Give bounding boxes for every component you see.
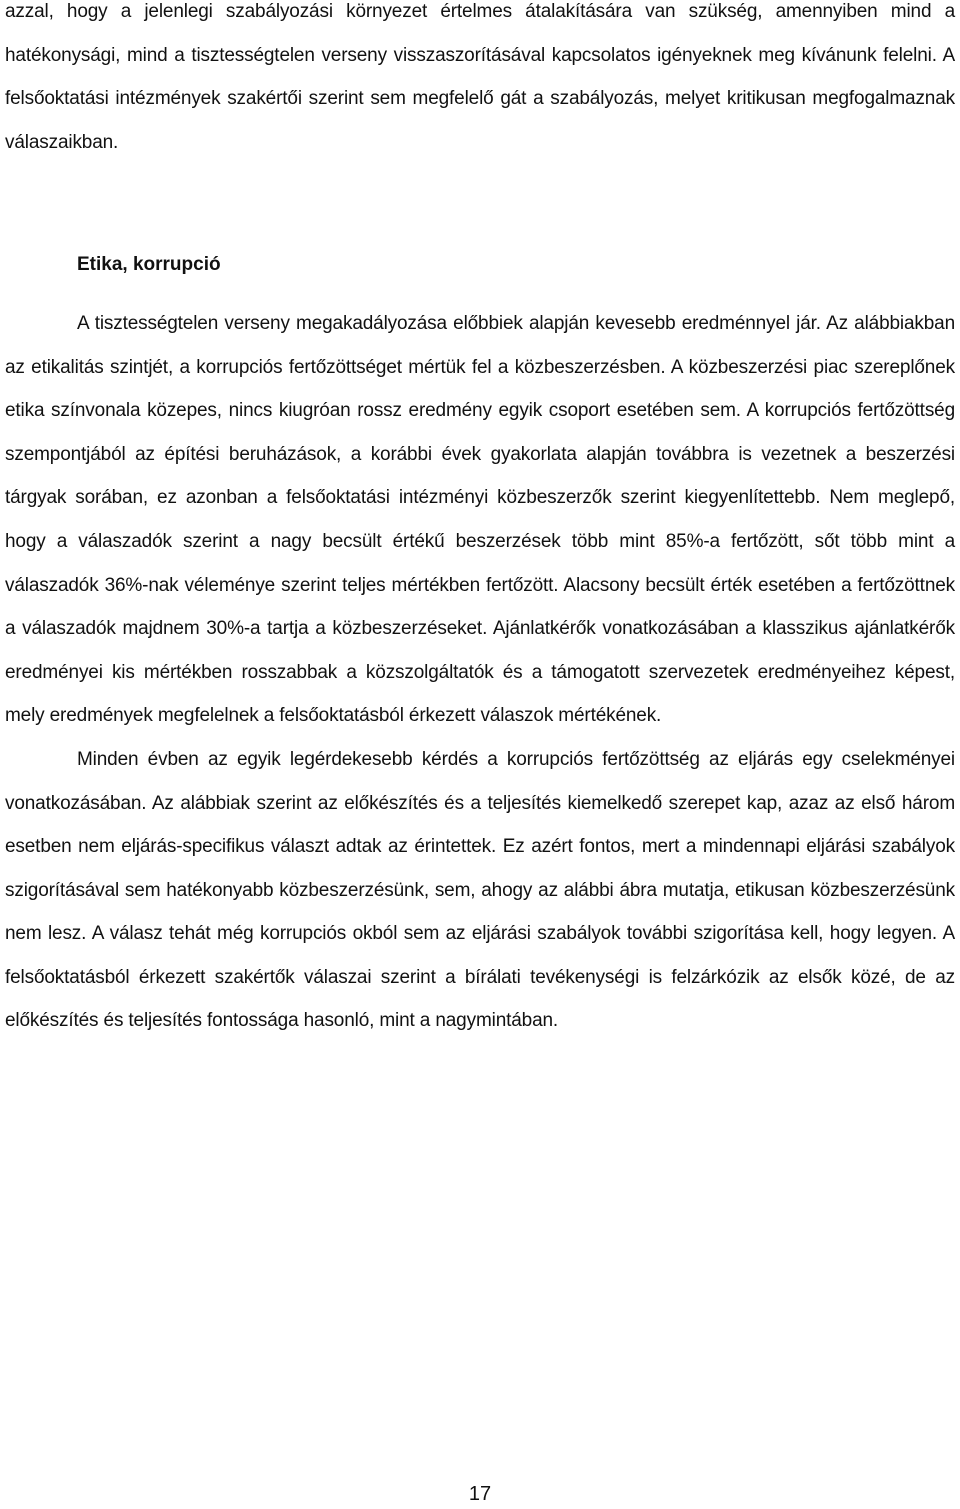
paragraph-procedure-phases: Minden évben az egyik legérdekesebb kérdés a korrupciós fertőzöttség az eljárás egy cselekményei vonatkozásában. Az alábbiak szerint az előkészítés és a teljesítés kiemelkedő szerepet kap, azaz az első három esetben nem eljárás-specifikus választ adtak az érintettek. Ez azért fontos, mert a mindennapi eljárási szabályok szigorításával sem hatékonyabb közbeszerzésünk, sem, ahogy az alábbi ábra mutatja, etikusan közbeszerzésünk nem lesz. A válasz tehát még korrupciós okból sem az eljárási szabályok további szigorítása kell, hogy legyen. A felsőoktatásból érkezett szakértők válaszai szerint a bírálati tevékenységi is felzárkózik az elsők közé, de az előkészítés és teljesítés fontossága hasonló, mint a nagymintában. bbox=[5, 748, 955, 1032]
heading-spacer bbox=[5, 287, 955, 302]
paragraph-continuation: azzal, hogy a jelenlegi szabályozási környezet értelmes átalakítására van szükség, amennyiben mind a hatékonysági, mind a tisztességtelen verseny visszaszorításával kapcsolatos igényeknek meg kívánunk felelni. A felsőoktatási intézmények szakértői szerint sem megfelelő gát a szabályozás, melyet kritikusan megfogalmaznak válaszaikban. bbox=[5, 1, 955, 153]
section-spacer bbox=[5, 164, 955, 243]
document-page bbox=[5, 0, 955, 1043]
paragraph-ethics-corruption: A tisztességtelen verseny megakadályozása előbbiek alapján kevesebb eredménnyel jár. Az alábbiakban az etikalitás szintjét, a korrupciós fertőzöttséget mértük fel a közbeszerzésben. A közbeszerzési piac szereplőnek etika színvonala közepes, nincs kiugróan rossz eredmény egyik csoport esetében sem. A korrupciós fertőzöttség szempontjából az építési beruházások, a korábbi évek gyakorlata alapján továbbra is vezetnek a beszerzési tárgyak sorában, ez azonban a felsőoktatási intézményi közbeszerzők szerint kiegyenlítettebb. Nem meglepő, hogy a válaszadók szerint a nagy becsült értékű beszerzések több mint 85%-a fertőzött, sőt több mint a válaszadók 36%-nak véleménye szerint teljes mértékben fertőzött. Alacsony becsült érték esetében a fertőzöttnek a válaszadók majdnem 30%-a tartja a közbeszerzéseket. Ajánlatkérők vonatkozásában a klasszikus ajánlatkérők eredményei kis mértékben rosszabbak a közszolgáltatók és a támogatott szervezetek eredményeihez képest, mely eredmények megfelelnek a felsőoktatásból érkezett válaszok mértékének. bbox=[5, 312, 955, 727]
section-heading: Etika, korrupció bbox=[77, 254, 221, 276]
page-number: 17 bbox=[468, 1483, 492, 1505]
